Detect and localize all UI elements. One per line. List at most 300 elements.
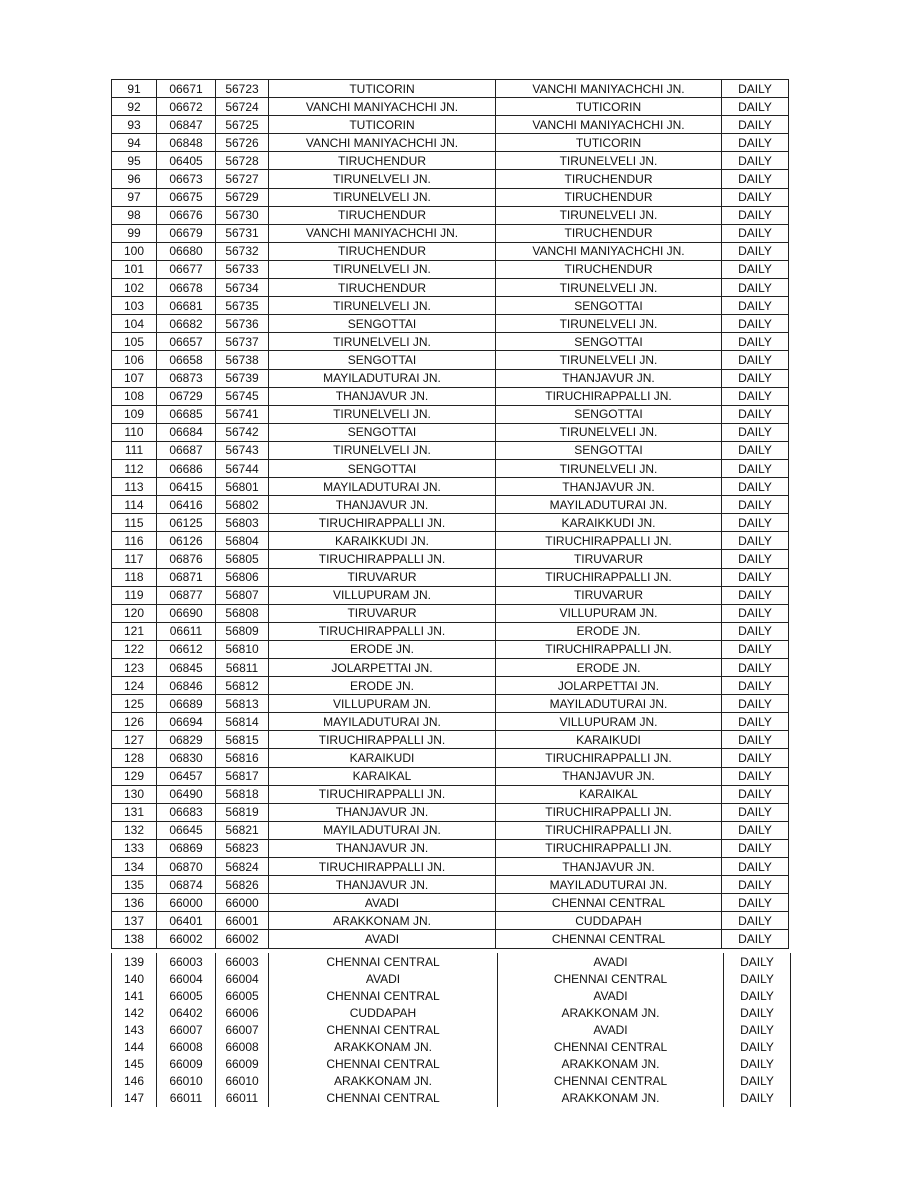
old-train-number-cell: 06645 [157, 821, 216, 839]
old-train-number-cell: 06671 [157, 80, 216, 98]
frequency-cell: DAILY [724, 1090, 791, 1107]
table-row [112, 659, 789, 677]
to-station-cell: TIRUCHIRAPPALLI JN. [496, 387, 722, 405]
to-station-cell: ERODE JN. [496, 622, 722, 640]
frequency-cell: DAILY [722, 731, 789, 749]
from-station-cell: MAYILADUTURAI JN. [269, 369, 496, 387]
from-station-cell: CHENNAI CENTRAL [269, 1056, 498, 1073]
to-station-cell: TIRUNELVELI JN. [496, 206, 722, 224]
serial-number-cell: 119 [112, 586, 157, 604]
from-station-cell: TIRUNELVELI JN. [269, 260, 496, 278]
from-station-cell: TIRUNELVELI JN. [269, 405, 496, 423]
to-station-cell: SENGOTTAI [496, 441, 722, 459]
old-train-number-cell: 06847 [157, 116, 216, 134]
to-station-cell: KARAIKKUDI JN. [496, 514, 722, 532]
table-row [112, 279, 789, 297]
frequency-cell: DAILY [724, 1004, 791, 1021]
frequency-cell: DAILY [724, 970, 791, 987]
new-train-number-cell: 66009 [216, 1056, 269, 1073]
frequency-cell: DAILY [722, 333, 789, 351]
from-station-cell: TIRUCHENDUR [269, 206, 496, 224]
to-station-cell: MAYILADUTURAI JN. [496, 695, 722, 713]
new-train-number-cell: 56739 [216, 369, 269, 387]
old-train-number-cell: 06689 [157, 695, 216, 713]
new-train-number-cell: 56807 [216, 586, 269, 604]
old-train-number-cell: 06658 [157, 351, 216, 369]
old-train-number-cell: 06682 [157, 315, 216, 333]
table-row [112, 98, 789, 116]
to-station-cell: SENGOTTAI [496, 405, 722, 423]
frequency-cell: DAILY [722, 387, 789, 405]
serial-number-cell: 130 [112, 785, 157, 803]
old-train-number-cell: 06874 [157, 876, 216, 894]
frequency-cell: DAILY [722, 586, 789, 604]
from-station-cell: THANJAVUR JN. [269, 876, 496, 894]
serial-number-cell: 144 [112, 1038, 157, 1055]
old-train-number-cell: 06685 [157, 405, 216, 423]
frequency-cell: DAILY [722, 767, 789, 785]
new-train-number-cell: 66004 [216, 970, 269, 987]
from-station-cell: ARAKKONAM JN. [269, 1073, 498, 1090]
serial-number-cell: 95 [112, 152, 157, 170]
table-row [112, 550, 789, 568]
old-train-number-cell: 06415 [157, 478, 216, 496]
serial-number-cell: 141 [112, 987, 157, 1004]
serial-number-cell: 114 [112, 496, 157, 514]
old-train-number-cell: 06873 [157, 369, 216, 387]
table-row [112, 351, 789, 369]
serial-number-cell: 107 [112, 369, 157, 387]
old-train-number-cell: 06870 [157, 858, 216, 876]
from-station-cell: VANCHI MANIYACHCHI JN. [269, 98, 496, 116]
frequency-cell: DAILY [722, 260, 789, 278]
new-train-number-cell: 66005 [216, 987, 269, 1004]
new-train-number-cell: 56809 [216, 622, 269, 640]
serial-number-cell: 115 [112, 514, 157, 532]
frequency-cell: DAILY [722, 224, 789, 242]
serial-number-cell: 97 [112, 188, 157, 206]
frequency-cell: DAILY [722, 568, 789, 586]
table-row [112, 912, 789, 930]
to-station-cell: TIRUCHIRAPPALLI JN. [496, 640, 722, 658]
from-station-cell: VANCHI MANIYACHCHI JN. [269, 134, 496, 152]
old-train-number-cell: 06684 [157, 423, 216, 441]
serial-number-cell: 147 [112, 1090, 157, 1107]
to-station-cell: TIRUCHIRAPPALLI JN. [496, 532, 722, 550]
to-station-cell: TUTICORIN [496, 134, 722, 152]
to-station-cell: KARAIKAL [496, 785, 722, 803]
to-station-cell: THANJAVUR JN. [496, 478, 722, 496]
serial-number-cell: 135 [112, 876, 157, 894]
from-station-cell: THANJAVUR JN. [269, 496, 496, 514]
frequency-cell: DAILY [722, 659, 789, 677]
table-row [112, 876, 789, 894]
to-station-cell: AVADI [498, 987, 724, 1004]
serial-number-cell: 99 [112, 224, 157, 242]
old-train-number-cell: 06672 [157, 98, 216, 116]
from-station-cell: CHENNAI CENTRAL [269, 1090, 498, 1107]
new-train-number-cell: 66006 [216, 1004, 269, 1021]
table-row [112, 858, 789, 876]
new-train-number-cell: 56814 [216, 713, 269, 731]
old-train-number-cell: 66003 [157, 953, 216, 970]
table-row [112, 242, 789, 260]
new-train-number-cell: 66000 [216, 894, 269, 912]
old-train-number-cell: 06869 [157, 839, 216, 857]
old-train-number-cell: 06729 [157, 387, 216, 405]
table-row [112, 297, 789, 315]
to-station-cell: CHENNAI CENTRAL [498, 1038, 724, 1055]
old-train-number-cell: 66009 [157, 1056, 216, 1073]
from-station-cell: KARAIKKUDI JN. [269, 532, 496, 550]
from-station-cell: CUDDAPAH [269, 1004, 498, 1021]
old-train-number-cell: 06830 [157, 749, 216, 767]
old-train-number-cell: 06846 [157, 677, 216, 695]
table-row [112, 1073, 791, 1090]
to-station-cell: TIRUCHENDUR [496, 260, 722, 278]
to-station-cell: TIRUNELVELI JN. [496, 351, 722, 369]
old-train-number-cell: 06694 [157, 713, 216, 731]
table-row [112, 785, 789, 803]
from-station-cell: CHENNAI CENTRAL [269, 1021, 498, 1038]
serial-number-cell: 117 [112, 550, 157, 568]
to-station-cell: TIRUVARUR [496, 550, 722, 568]
serial-number-cell: 108 [112, 387, 157, 405]
train-schedule-table-part-2 [111, 953, 791, 1107]
serial-number-cell: 96 [112, 170, 157, 188]
serial-number-cell: 128 [112, 749, 157, 767]
new-train-number-cell: 66003 [216, 953, 269, 970]
new-train-number-cell: 56802 [216, 496, 269, 514]
table-row [112, 749, 789, 767]
serial-number-cell: 129 [112, 767, 157, 785]
serial-number-cell: 93 [112, 116, 157, 134]
frequency-cell: DAILY [722, 894, 789, 912]
old-train-number-cell: 06612 [157, 640, 216, 658]
old-train-number-cell: 66000 [157, 894, 216, 912]
old-train-number-cell: 06679 [157, 224, 216, 242]
old-train-number-cell: 06829 [157, 731, 216, 749]
old-train-number-cell: 06681 [157, 297, 216, 315]
frequency-cell: DAILY [722, 423, 789, 441]
from-station-cell: TIRUCHIRAPPALLI JN. [269, 514, 496, 532]
to-station-cell: THANJAVUR JN. [496, 369, 722, 387]
table-row [112, 369, 789, 387]
table-row [112, 134, 789, 152]
table-row [112, 695, 789, 713]
new-train-number-cell: 56823 [216, 839, 269, 857]
old-train-number-cell: 06877 [157, 586, 216, 604]
to-station-cell: SENGOTTAI [496, 333, 722, 351]
new-train-number-cell: 56727 [216, 170, 269, 188]
frequency-cell: DAILY [722, 297, 789, 315]
to-station-cell: CHENNAI CENTRAL [496, 894, 722, 912]
table-row [112, 604, 789, 622]
serial-number-cell: 92 [112, 98, 157, 116]
table-row [112, 315, 789, 333]
serial-number-cell: 94 [112, 134, 157, 152]
new-train-number-cell: 56826 [216, 876, 269, 894]
frequency-cell: DAILY [722, 405, 789, 423]
old-train-number-cell: 06687 [157, 441, 216, 459]
frequency-cell: DAILY [722, 821, 789, 839]
new-train-number-cell: 56729 [216, 188, 269, 206]
from-station-cell: AVADI [269, 930, 496, 948]
table-row [112, 803, 789, 821]
new-train-number-cell: 56723 [216, 80, 269, 98]
old-train-number-cell: 06126 [157, 532, 216, 550]
serial-number-cell: 143 [112, 1021, 157, 1038]
old-train-number-cell: 06401 [157, 912, 216, 930]
to-station-cell: TIRUCHIRAPPALLI JN. [496, 803, 722, 821]
from-station-cell: ERODE JN. [269, 677, 496, 695]
old-train-number-cell: 66002 [157, 930, 216, 948]
to-station-cell: VILLUPURAM JN. [496, 713, 722, 731]
old-train-number-cell: 06416 [157, 496, 216, 514]
from-station-cell: ERODE JN. [269, 640, 496, 658]
from-station-cell: TIRUCHIRAPPALLI JN. [269, 550, 496, 568]
old-train-number-cell: 06690 [157, 604, 216, 622]
table-row [112, 970, 791, 987]
frequency-cell: DAILY [722, 478, 789, 496]
table-row [112, 333, 789, 351]
table-row [112, 713, 789, 731]
frequency-cell: DAILY [722, 206, 789, 224]
from-station-cell: TIRUNELVELI JN. [269, 333, 496, 351]
train-schedule-table-part-1 [111, 79, 789, 949]
old-train-number-cell: 66010 [157, 1073, 216, 1090]
table-row [112, 260, 789, 278]
to-station-cell: TIRUCHENDUR [496, 170, 722, 188]
from-station-cell: TIRUNELVELI JN. [269, 297, 496, 315]
table-row [112, 188, 789, 206]
to-station-cell: MAYILADUTURAI JN. [496, 876, 722, 894]
serial-number-cell: 113 [112, 478, 157, 496]
new-train-number-cell: 56737 [216, 333, 269, 351]
serial-number-cell: 134 [112, 858, 157, 876]
from-station-cell: ARAKKONAM JN. [269, 912, 496, 930]
table-row [112, 423, 789, 441]
serial-number-cell: 111 [112, 441, 157, 459]
old-train-number-cell: 06680 [157, 242, 216, 260]
table-row [112, 731, 789, 749]
serial-number-cell: 101 [112, 260, 157, 278]
new-train-number-cell: 56743 [216, 441, 269, 459]
frequency-cell: DAILY [722, 459, 789, 477]
frequency-cell: DAILY [722, 170, 789, 188]
to-station-cell: TUTICORIN [496, 98, 722, 116]
to-station-cell: MAYILADUTURAI JN. [496, 496, 722, 514]
old-train-number-cell: 06678 [157, 279, 216, 297]
to-station-cell: TIRUCHIRAPPALLI JN. [496, 821, 722, 839]
to-station-cell: AVADI [498, 1021, 724, 1038]
from-station-cell: SENGOTTAI [269, 351, 496, 369]
frequency-cell: DAILY [724, 1073, 791, 1090]
serial-number-cell: 124 [112, 677, 157, 695]
to-station-cell: TIRUNELVELI JN. [496, 423, 722, 441]
frequency-cell: DAILY [722, 803, 789, 821]
serial-number-cell: 109 [112, 405, 157, 423]
from-station-cell: TIRUCHENDUR [269, 279, 496, 297]
new-train-number-cell: 66001 [216, 912, 269, 930]
new-train-number-cell: 56745 [216, 387, 269, 405]
serial-number-cell: 98 [112, 206, 157, 224]
serial-number-cell: 116 [112, 532, 157, 550]
serial-number-cell: 125 [112, 695, 157, 713]
old-train-number-cell: 06657 [157, 333, 216, 351]
frequency-cell: DAILY [722, 116, 789, 134]
frequency-cell: DAILY [724, 1038, 791, 1055]
new-train-number-cell: 56724 [216, 98, 269, 116]
from-station-cell: MAYILADUTURAI JN. [269, 478, 496, 496]
new-train-number-cell: 56805 [216, 550, 269, 568]
table-body-part-2 [112, 953, 791, 1107]
serial-number-cell: 91 [112, 80, 157, 98]
from-station-cell: TIRUCHIRAPPALLI JN. [269, 785, 496, 803]
old-train-number-cell: 06457 [157, 767, 216, 785]
from-station-cell: ARAKKONAM JN. [269, 1038, 498, 1055]
table-row [112, 224, 789, 242]
serial-number-cell: 138 [112, 930, 157, 948]
frequency-cell: DAILY [722, 315, 789, 333]
frequency-cell: DAILY [722, 496, 789, 514]
serial-number-cell: 105 [112, 333, 157, 351]
old-train-number-cell: 06490 [157, 785, 216, 803]
frequency-cell: DAILY [722, 695, 789, 713]
to-station-cell: VANCHI MANIYACHCHI JN. [496, 80, 722, 98]
frequency-cell: DAILY [722, 912, 789, 930]
frequency-cell: DAILY [722, 279, 789, 297]
old-train-number-cell: 66008 [157, 1038, 216, 1055]
to-station-cell: KARAIKUDI [496, 731, 722, 749]
new-train-number-cell: 66010 [216, 1073, 269, 1090]
frequency-cell: DAILY [722, 98, 789, 116]
serial-number-cell: 132 [112, 821, 157, 839]
to-station-cell: ARAKKONAM JN. [498, 1056, 724, 1073]
frequency-cell: DAILY [722, 604, 789, 622]
from-station-cell: THANJAVUR JN. [269, 803, 496, 821]
serial-number-cell: 146 [112, 1073, 157, 1090]
old-train-number-cell: 66011 [157, 1090, 216, 1107]
frequency-cell: DAILY [722, 188, 789, 206]
serial-number-cell: 102 [112, 279, 157, 297]
old-train-number-cell: 06675 [157, 188, 216, 206]
table-row [112, 405, 789, 423]
old-train-number-cell: 66004 [157, 970, 216, 987]
new-train-number-cell: 56817 [216, 767, 269, 785]
new-train-number-cell: 56734 [216, 279, 269, 297]
frequency-cell: DAILY [722, 640, 789, 658]
to-station-cell: CHENNAI CENTRAL [498, 1073, 724, 1090]
to-station-cell: THANJAVUR JN. [496, 767, 722, 785]
new-train-number-cell: 56808 [216, 604, 269, 622]
serial-number-cell: 133 [112, 839, 157, 857]
to-station-cell: ERODE JN. [496, 659, 722, 677]
from-station-cell: TUTICORIN [269, 80, 496, 98]
table-row [112, 640, 789, 658]
old-train-number-cell: 66007 [157, 1021, 216, 1038]
old-train-number-cell: 06683 [157, 803, 216, 821]
new-train-number-cell: 56811 [216, 659, 269, 677]
from-station-cell: TIRUCHIRAPPALLI JN. [269, 858, 496, 876]
new-train-number-cell: 66011 [216, 1090, 269, 1107]
from-station-cell: TIRUNELVELI JN. [269, 188, 496, 206]
serial-number-cell: 123 [112, 659, 157, 677]
frequency-cell: DAILY [722, 152, 789, 170]
frequency-cell: DAILY [722, 622, 789, 640]
from-station-cell: TIRUCHIRAPPALLI JN. [269, 731, 496, 749]
new-train-number-cell: 56726 [216, 134, 269, 152]
from-station-cell: TIRUNELVELI JN. [269, 170, 496, 188]
old-train-number-cell: 06405 [157, 152, 216, 170]
table-row [112, 80, 789, 98]
table-body-part-1 [112, 80, 789, 949]
new-train-number-cell: 56803 [216, 514, 269, 532]
frequency-cell: DAILY [722, 80, 789, 98]
to-station-cell: TIRUNELVELI JN. [496, 459, 722, 477]
new-train-number-cell: 56731 [216, 224, 269, 242]
frequency-cell: DAILY [722, 532, 789, 550]
from-station-cell: SENGOTTAI [269, 423, 496, 441]
old-train-number-cell: 06876 [157, 550, 216, 568]
frequency-cell: DAILY [724, 953, 791, 970]
table-row [112, 953, 791, 970]
from-station-cell: CHENNAI CENTRAL [269, 953, 498, 970]
to-station-cell: TIRUVARUR [496, 586, 722, 604]
to-station-cell: THANJAVUR JN. [496, 858, 722, 876]
table-row [112, 496, 789, 514]
new-train-number-cell: 56733 [216, 260, 269, 278]
frequency-cell: DAILY [722, 677, 789, 695]
to-station-cell: TIRUCHIRAPPALLI JN. [496, 568, 722, 586]
table-row [112, 441, 789, 459]
new-train-number-cell: 56816 [216, 749, 269, 767]
to-station-cell: AVADI [498, 953, 724, 970]
from-station-cell: KARAIKAL [269, 767, 496, 785]
old-train-number-cell: 06871 [157, 568, 216, 586]
old-train-number-cell: 06402 [157, 1004, 216, 1021]
new-train-number-cell: 56806 [216, 568, 269, 586]
to-station-cell: VANCHI MANIYACHCHI JN. [496, 242, 722, 260]
serial-number-cell: 127 [112, 731, 157, 749]
from-station-cell: SENGOTTAI [269, 459, 496, 477]
from-station-cell: VANCHI MANIYACHCHI JN. [269, 224, 496, 242]
to-station-cell: ARAKKONAM JN. [498, 1090, 724, 1107]
frequency-cell: DAILY [722, 785, 789, 803]
old-train-number-cell: 06686 [157, 459, 216, 477]
new-train-number-cell: 56812 [216, 677, 269, 695]
table-row [112, 1004, 791, 1021]
to-station-cell: VANCHI MANIYACHCHI JN. [496, 116, 722, 134]
from-station-cell: AVADI [269, 894, 496, 912]
old-train-number-cell: 06848 [157, 134, 216, 152]
from-station-cell: VILLUPURAM JN. [269, 695, 496, 713]
table-row [112, 459, 789, 477]
to-station-cell: ARAKKONAM JN. [498, 1004, 724, 1021]
from-station-cell: CHENNAI CENTRAL [269, 987, 498, 1004]
table-row [112, 387, 789, 405]
frequency-cell: DAILY [722, 930, 789, 948]
serial-number-cell: 139 [112, 953, 157, 970]
serial-number-cell: 100 [112, 242, 157, 260]
table-row [112, 677, 789, 695]
from-station-cell: SENGOTTAI [269, 315, 496, 333]
frequency-cell: DAILY [722, 242, 789, 260]
serial-number-cell: 121 [112, 622, 157, 640]
from-station-cell: TIRUNELVELI JN. [269, 441, 496, 459]
serial-number-cell: 106 [112, 351, 157, 369]
table-row [112, 568, 789, 586]
